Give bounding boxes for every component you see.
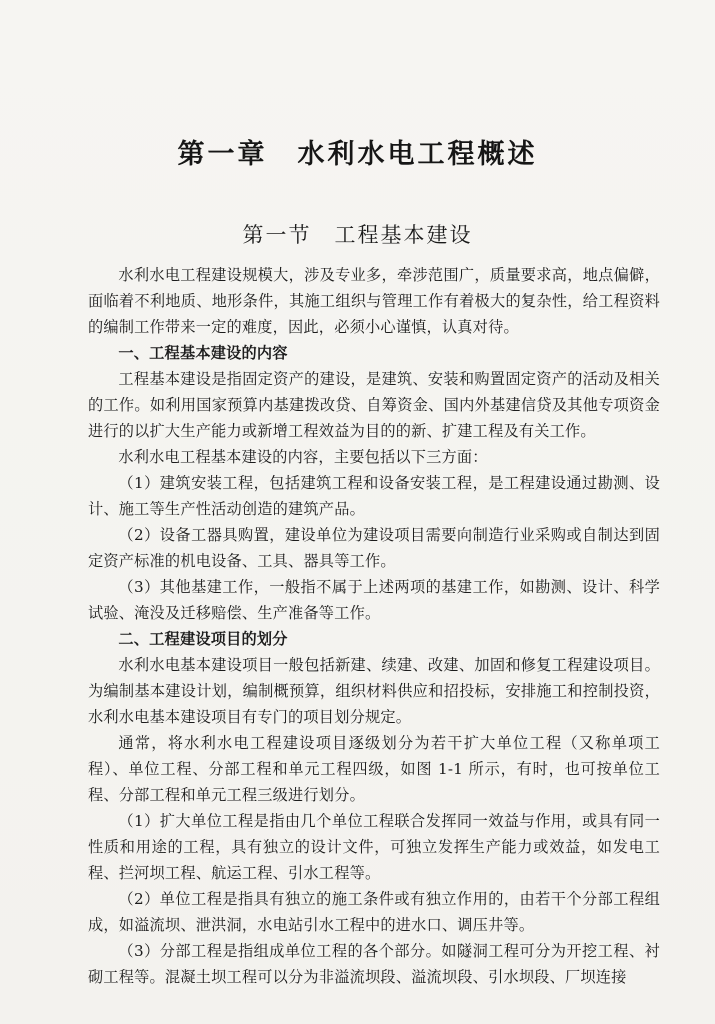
paragraph-extended-unit: （1）扩大单位工程是指由几个单位工程联合发挥同一效益与作用，或具有同一性质和用途的工程，具有独立的设计文件，可独立发挥生产能力或效益，如发电工程、拦河坝工程、航运工程、引水工程等。	[88, 812, 660, 882]
paragraph-item-3: （3）其他基建工作，一般指不属于上述两项的基建工作，如勘测、设计、科学试验、淹没及迁移赔偿、生产准备等工作。	[88, 578, 660, 622]
chapter-title: 第一章 水利水电工程概述	[177, 139, 538, 170]
paragraph-sub-project: （3）分部工程是指组成单位工程的各个部分。如隧洞工程可分为开挖工程、衬砌工程等。混凝土坝工程可以分为非溢流坝段、溢流坝段、引水坝段、厂坝连接	[88, 942, 660, 986]
paragraph-project-types: 水利水电基本建设项目一般包括新建、续建、改建、加固和修复工程建设项目。为编制基本建设计划，编制概预算，组织材料供应和招投标，安排施工和控制投资，水利水电基本建设项目有专门的项目划分规定。	[88, 656, 660, 726]
paragraph-definition: 工程基本建设是指固定资产的建设，是建筑、安装和购置固定资产的活动及相关的工作。如利用国家预算内基建拨改贷、自筹资金、国内外基建信贷及其他专项资金进行的以扩大生产能力或新增工程效益为目的的新、扩建工程及有关工作。	[88, 370, 660, 440]
section-title: 第一节 工程基本建设	[242, 223, 473, 247]
paragraph-item-1: （1）建筑安装工程，包括建筑工程和设备安装工程，是工程建设通过勘测、设计、施工等生产性活动创造的建筑产品。	[88, 474, 660, 518]
paragraph-intro: 水利水电工程建设规模大，涉及专业多，牵涉范围广，质量要求高，地点偏僻，面临着不利地质、地形条件，其施工组织与管理工作有着极大的复杂性，给工程资料的编制工作带来一定的难度，因此，必须小心谨慎，认真对待。	[88, 266, 660, 336]
paragraph-four-levels: 通常，将水利水电工程建设项目逐级划分为若干扩大单位工程（又称单项工程）、单位工程、分部工程和单元工程四级，如图 1-1 所示，有时，也可按单位工程、分部工程和单元工程三级进行划分。	[88, 734, 660, 804]
body-text	[88, 262, 660, 990]
paragraph-three-aspects: 水利水电工程基本建设的内容，主要包括以下三方面：	[118, 448, 488, 466]
paragraph-unit-project: （2）单位工程是指具有独立的施工条件或有独立作用的，由若干个分部工程组成，如溢流坝、泄洪洞，水电站引水工程中的进水口、调压井等。	[88, 890, 660, 934]
heading-construction-content: 一、工程基本建设的内容	[118, 344, 288, 362]
paragraph-item-2: （2）设备工器具购置，建设单位为建设项目需要向制造行业采购或自制达到固定资产标准的机电设备、工具、器具等工作。	[88, 526, 660, 570]
heading-project-division: 二、工程建设项目的划分	[118, 630, 288, 648]
